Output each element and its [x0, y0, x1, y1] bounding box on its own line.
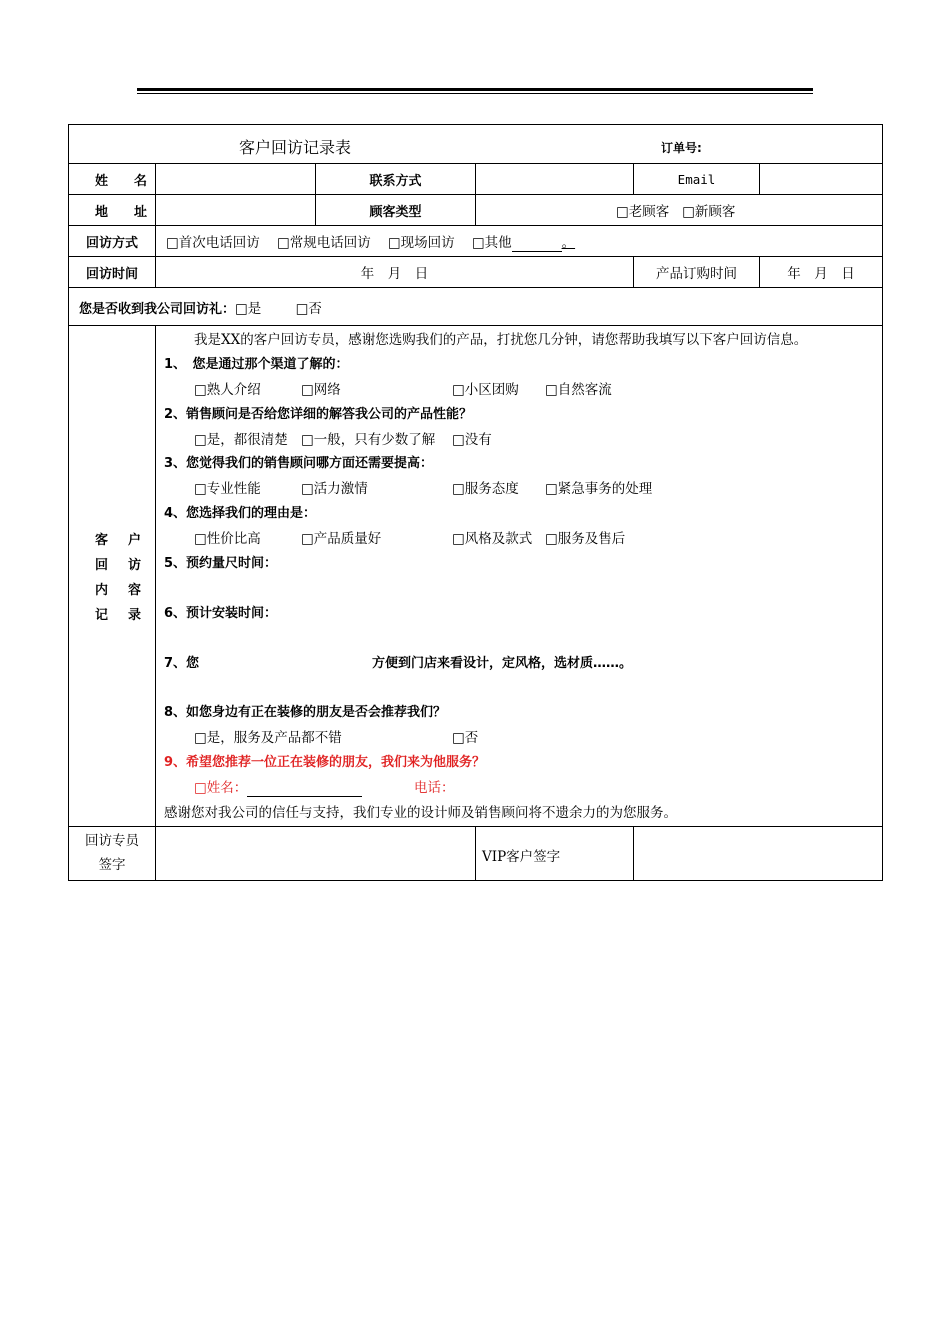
email-field[interactable]	[760, 164, 883, 195]
spacer	[164, 627, 876, 652]
visit-method-other-checkbox[interactable]: □其他	[471, 234, 512, 251]
customer-type-label: 顾客类型	[316, 195, 476, 226]
question-6: 6、预计安装时间：	[164, 605, 278, 621]
content-label-line: 内容	[95, 582, 162, 598]
question-9: 9、希望您推荐一位正在装修的朋友，我们来为他服务？	[164, 755, 486, 771]
content-label-line: 记录	[95, 607, 162, 623]
visit-method-onsite-checkbox[interactable]: □现场回访	[387, 234, 455, 251]
staff-sign-label: 回访专员签字	[69, 826, 156, 880]
question-2: 2、销售顾问是否给您详细的解答我公司的产品性能？	[164, 406, 473, 422]
purchase-time-label: 产品订购时间	[634, 257, 760, 288]
customer-type-old-checkbox[interactable]: □老顾客	[616, 204, 670, 220]
email-label: Email	[634, 164, 760, 195]
vip-sign-label: VIP客户签字	[476, 826, 634, 880]
q8-option-yes[interactable]: □是，服务及产品都不错	[194, 730, 342, 747]
question-3-options	[164, 477, 876, 502]
order-number-label: 订单号:	[661, 141, 702, 155]
content-label-line: 回访	[95, 557, 162, 573]
spacer	[164, 676, 876, 701]
question-7-suffix: 方便到门店来看设计，定风格，选材质……。	[372, 655, 633, 671]
question-1: 1、 您是通过那个渠道了解的：	[164, 356, 349, 372]
visit-method-options	[156, 226, 883, 257]
address-field[interactable]	[156, 195, 316, 226]
q2-option-none[interactable]: □没有	[452, 431, 492, 448]
question-4-options	[164, 527, 876, 552]
visit-time-date[interactable]: 年 月 日	[156, 257, 634, 288]
q1-option-internet[interactable]: □网络	[301, 381, 341, 398]
q8-option-no[interactable]: □否	[452, 730, 479, 747]
question-8: 8、如您身边有正在装修的朋友是否会推荐我们？	[164, 705, 447, 721]
form-title: 客户回访记录表	[239, 138, 352, 157]
gift-no-checkbox[interactable]: □否	[295, 300, 322, 317]
question-5: 5、预约量尺时间：	[164, 556, 278, 572]
visit-method-label: 回访方式	[69, 226, 156, 257]
question-2-options	[164, 428, 876, 453]
visit-method-other-blank[interactable]	[512, 235, 562, 252]
question-4: 4、您选择我们的理由是：	[164, 506, 317, 522]
question-8-options	[164, 726, 876, 751]
q1-option-walk-in[interactable]: □自然客流	[545, 381, 612, 398]
name-field[interactable]	[156, 164, 316, 195]
purchase-time-date[interactable]: 年 月 日	[760, 257, 883, 288]
q1-option-group-buy[interactable]: □小区团购	[452, 381, 519, 398]
content-label-line: 客户	[95, 532, 162, 548]
question-1-options	[164, 378, 876, 403]
customer-visit-form	[68, 124, 883, 881]
referral-name-input[interactable]	[247, 780, 362, 797]
spacer	[164, 577, 876, 602]
contact-field[interactable]	[476, 164, 634, 195]
thanks-text: 感谢您对我公司的信任与支持，我们专业的设计师及销售顾问将不遗余力的为您服务。	[164, 804, 677, 821]
contact-label: 联系方式	[316, 164, 476, 195]
visit-time-label: 回访时间	[69, 257, 156, 288]
gift-row	[69, 288, 883, 326]
q2-option-clear[interactable]: □是，都很清楚	[194, 431, 288, 448]
title-row	[69, 125, 883, 164]
gift-yes-checkbox[interactable]: □是	[235, 300, 262, 317]
customer-type-new-checkbox[interactable]: □新顾客	[682, 204, 736, 220]
q4-option-value[interactable]: □性价比高	[194, 531, 261, 548]
question-3: 3、您觉得我们的销售顾问哪方面还需要提高：	[164, 456, 434, 472]
q3-option-professional[interactable]: □专业性能	[194, 481, 261, 498]
address-label: 地址	[69, 195, 156, 226]
q4-option-style[interactable]: □风格及款式	[452, 531, 533, 548]
visit-method-other-suffix: 。	[561, 234, 576, 251]
header-double-rule	[137, 88, 813, 95]
vip-sign-field[interactable]	[634, 826, 883, 880]
q1-option-referral[interactable]: □熟人介绍	[194, 381, 261, 398]
q4-option-service[interactable]: □服务及售后	[545, 531, 626, 548]
question-7-prefix: 7、您	[164, 655, 200, 671]
name-label: 姓名	[69, 164, 156, 195]
staff-sign-field[interactable]	[156, 826, 476, 880]
question-7	[164, 652, 876, 677]
q3-option-attitude[interactable]: □服务态度	[452, 481, 519, 498]
q2-option-partial[interactable]: □一般，只有少数了解	[301, 431, 436, 448]
visit-method-first-call-checkbox[interactable]: □首次电话回访	[166, 234, 260, 251]
referral-name-label: □姓名：	[194, 780, 248, 797]
q3-option-energy[interactable]: □活力激情	[301, 481, 368, 498]
customer-type-options	[476, 195, 883, 226]
gift-question: 您是否收到我公司回访礼：	[79, 301, 236, 317]
question-9-fields	[164, 776, 876, 801]
content-record-cell	[156, 326, 883, 827]
intro-text: 我是XX的客户回访专员，感谢您选购我们的产品，打扰您几分钟，请您帮助我填写以下客户回访信息。	[194, 332, 808, 348]
q3-option-emergency[interactable]: □紧急事务的处理	[545, 481, 653, 498]
referral-phone-label: 电话：	[414, 780, 455, 797]
q4-option-quality[interactable]: □产品质量好	[301, 531, 382, 548]
visit-method-regular-call-checkbox[interactable]: □常规电话回访	[276, 234, 371, 251]
content-label-cell	[69, 326, 162, 827]
